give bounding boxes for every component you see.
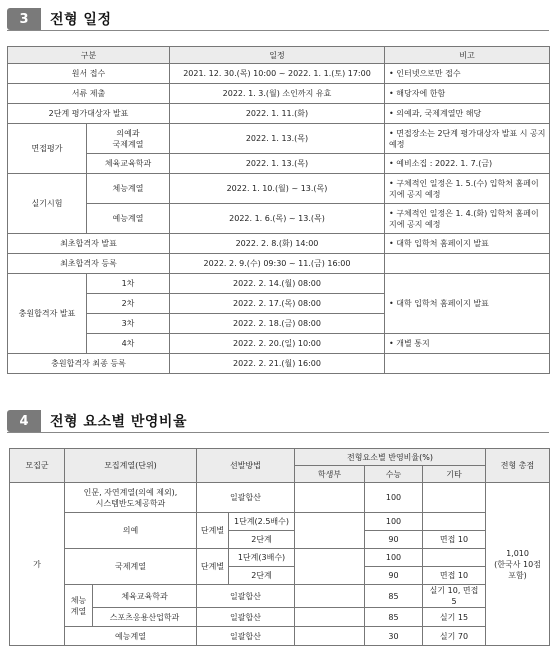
row-note: • 예비소집 : 2022. 1. 7.(금) — [385, 154, 550, 174]
row-note — [385, 354, 550, 374]
row-other — [423, 483, 486, 513]
row-step: 2단계 — [229, 531, 295, 549]
row-date: 2022. 1. 10.(월) ~ 13.(목) — [170, 174, 385, 204]
table-row — [8, 64, 550, 84]
section-number-badge: 3 — [7, 8, 41, 30]
row-note: • 구체적인 일정은 1. 5.(수) 입학처 홈페이지에 공지 예정 — [385, 174, 550, 204]
row-note: • 해당자에 한함 — [385, 84, 550, 104]
row-date: 2022. 2. 14.(월) 08:00 — [170, 274, 385, 294]
row-stage: 단계별 — [197, 513, 229, 549]
row-date: 2022. 1. 13.(목) — [170, 154, 385, 174]
row-method: 일괄합산 — [197, 627, 295, 646]
row-other: 실기 70 — [423, 627, 486, 646]
row-subcategory: 4차 — [87, 334, 170, 354]
section-divider — [7, 30, 549, 31]
row-note: • 구체적인 일정은 1. 4.(화) 입학처 홈페이지에 공지 예정 — [385, 204, 550, 234]
row-other — [423, 513, 486, 531]
row-group: 실기시험 — [8, 174, 87, 234]
table-header-row — [10, 449, 550, 466]
row-method: 일괄합산 — [197, 585, 295, 608]
row-school — [295, 627, 365, 646]
row-category: 최초합격자 발표 — [8, 234, 170, 254]
row-total: 1,010 (한국사 10점 포함) — [486, 483, 550, 646]
row-note: • 인터넷으로만 접수 — [385, 64, 550, 84]
header-ratio-group: 전형요소별 반영비율(%) — [295, 449, 486, 466]
row-stage: 단계별 — [197, 549, 229, 585]
section-divider — [7, 432, 549, 433]
table-row — [10, 627, 550, 646]
row-method: 일괄합산 — [197, 608, 295, 627]
row-date: 2022. 1. 6.(목) ~ 13.(목) — [170, 204, 385, 234]
section-4-heading — [7, 410, 187, 432]
row-exam: 90 — [365, 567, 423, 585]
row-school — [295, 513, 365, 549]
header-field: 모집계열(단위) — [65, 449, 197, 483]
row-field: 예능계열 — [65, 627, 197, 646]
row-field: 국제계열 — [65, 549, 197, 585]
row-group: 면접평가 — [8, 124, 87, 174]
row-step: 2단계 — [229, 567, 295, 585]
row-subcategory: 1차 — [87, 274, 170, 294]
section-3-heading — [7, 8, 111, 30]
row-exam: 85 — [365, 608, 423, 627]
row-subcategory: 2차 — [87, 294, 170, 314]
table-row — [8, 104, 550, 124]
row-other: 실기 15 — [423, 608, 486, 627]
row-category: 서류 제출 — [8, 84, 170, 104]
row-date: 2022. 1. 11.(화) — [170, 104, 385, 124]
table-row — [10, 483, 550, 513]
row-other: 면접 10 — [423, 567, 486, 585]
header-other: 기타 — [423, 466, 486, 483]
row-field: 의예 — [65, 513, 197, 549]
header-school: 학생부 — [295, 466, 365, 483]
row-subcategory: 체육교육학과 — [87, 154, 170, 174]
header-unit: 모집군 — [10, 449, 65, 483]
table-row — [8, 274, 550, 294]
section-title: 전형 요소별 반영비율 — [50, 414, 187, 430]
row-note — [385, 254, 550, 274]
row-category: 최초합격자 등록 — [8, 254, 170, 274]
row-other: 실기 10, 면접 5 — [423, 585, 486, 608]
row-group: 충원합격자 발표 — [8, 274, 87, 354]
row-date: 2022. 1. 13.(목) — [170, 124, 385, 154]
row-category: 2단계 평가대상자 발표 — [8, 104, 170, 124]
row-step: 1단계(2.5배수) — [229, 513, 295, 531]
row-note: • 개별 통지 — [385, 334, 550, 354]
row-exam: 90 — [365, 531, 423, 549]
table-row — [8, 124, 550, 154]
header-method: 선발방법 — [197, 449, 295, 483]
row-date: 2022. 2. 17.(목) 08:00 — [170, 294, 385, 314]
row-note: • 의예과, 국제계열만 해당 — [385, 104, 550, 124]
table-header-row — [8, 47, 550, 64]
table-row — [8, 354, 550, 374]
row-field: 스포츠응용산업학과 — [93, 608, 197, 627]
header-category: 구분 — [8, 47, 170, 64]
table-row — [8, 234, 550, 254]
table-row — [8, 334, 550, 354]
table-row — [8, 204, 550, 234]
header-exam: 수능 — [365, 466, 423, 483]
row-exam: 85 — [365, 585, 423, 608]
row-subgroup: 체능 계열 — [65, 585, 93, 627]
header-note: 비고 — [385, 47, 550, 64]
row-subcategory: 의예과 국제계열 — [87, 124, 170, 154]
row-school — [295, 483, 365, 513]
table-row — [8, 254, 550, 274]
table-row — [10, 513, 550, 531]
section-title: 전형 일정 — [50, 12, 112, 28]
table-row — [10, 585, 550, 608]
header-date: 일정 — [170, 47, 385, 64]
row-note: • 대학 입학처 홈페이지 발표 — [385, 234, 550, 254]
row-date: 2022. 2. 21.(월) 16:00 — [170, 354, 385, 374]
row-note: • 대학 입학처 홈페이지 발표 — [385, 274, 550, 334]
header-total: 전형 총점 — [486, 449, 550, 483]
row-school — [295, 608, 365, 627]
row-date: 2022. 2. 18.(금) 08:00 — [170, 314, 385, 334]
row-category: 충원합격자 최종 등록 — [8, 354, 170, 374]
row-other — [423, 549, 486, 567]
table-row — [8, 174, 550, 204]
ratio-table — [9, 448, 550, 646]
row-exam: 100 — [365, 513, 423, 531]
row-exam: 30 — [365, 627, 423, 646]
table-row — [8, 154, 550, 174]
row-category: 원서 접수 — [8, 64, 170, 84]
row-note: • 면접장소는 2단계 평가대상자 발표 시 공지 예정 — [385, 124, 550, 154]
row-step: 1단계(3배수) — [229, 549, 295, 567]
row-method: 일괄합산 — [197, 483, 295, 513]
row-unit-group: 가 — [10, 483, 65, 646]
table-row — [10, 549, 550, 567]
table-row — [8, 84, 550, 104]
row-exam: 100 — [365, 483, 423, 513]
row-date: 2022. 2. 9.(수) 09:30 ~ 11.(금) 16:00 — [170, 254, 385, 274]
row-exam: 100 — [365, 549, 423, 567]
section-number-badge: 4 — [7, 410, 41, 432]
row-subcategory: 체능계열 — [87, 174, 170, 204]
row-school — [295, 585, 365, 608]
row-subcategory: 예능계열 — [87, 204, 170, 234]
schedule-table — [7, 46, 550, 374]
row-field: 체육교육학과 — [93, 585, 197, 608]
row-school — [295, 549, 365, 585]
row-field: 인문, 자연계열(의예 제외), 시스템반도체공학과 — [65, 483, 197, 513]
row-date: 2022. 1. 3.(월) 소인까지 유효 — [170, 84, 385, 104]
row-date: 2022. 2. 8.(화) 14:00 — [170, 234, 385, 254]
row-subcategory: 3차 — [87, 314, 170, 334]
row-other: 면접 10 — [423, 531, 486, 549]
row-date: 2021. 12. 30.(목) 10:00 ~ 2022. 1. 1.(토) 17:00 — [170, 64, 385, 84]
row-date: 2022. 2. 20.(일) 10:00 — [170, 334, 385, 354]
